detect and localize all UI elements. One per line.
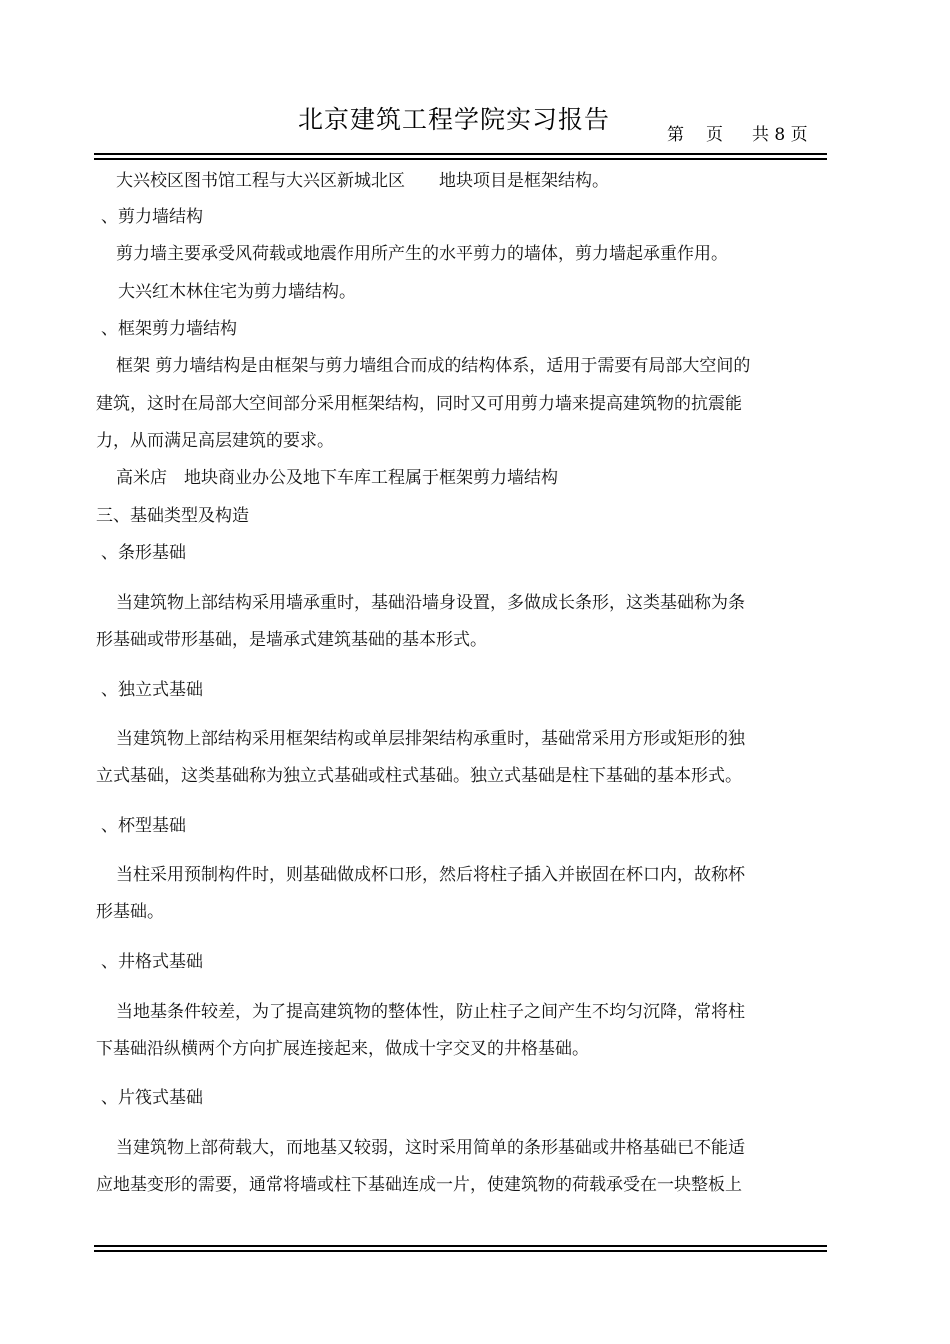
text-line: 立式基础，这类基础称为独立式基础或柱式基础。独立式基础是柱下基础的基本形式。	[96, 766, 742, 786]
text-line: 当建筑物上部结构采用墙承重时，基础沿墙身设置，多做成长条形，这类基础称为条	[116, 593, 745, 613]
text-line: 剪力墙主要承受风荷载或地震作用所产生的水平剪力的墙体，剪力墙起承重作用。	[116, 244, 728, 264]
section-heading: 、框架剪力墙结构	[101, 319, 237, 339]
text-line: 框架 剪力墙结构是由框架与剪力墙组合而成的结构体系，适用于需要有局部大空间的	[116, 356, 751, 376]
text-line: 形基础或带形基础，是墙承式建筑基础的基本形式。	[96, 630, 487, 650]
text-line: 应地基变形的需要，通常将墙或柱下基础连成一片，使建筑物的荷载承受在一块整板上	[96, 1175, 742, 1195]
section-heading: 、井格式基础	[101, 952, 203, 972]
text-line: 大兴校区图书馆工程与大兴区新城北区 地块项目是框架结构。	[116, 171, 609, 191]
page-number-label: 第	[667, 125, 684, 145]
page-unit-label: 页	[706, 125, 723, 145]
footer-rule-top	[94, 1245, 827, 1247]
text-line: 当地基条件较差，为了提高建筑物的整体性，防止柱子之间产生不均匀沉降，常将柱	[116, 1002, 745, 1022]
total-pages-label: 共 8 页	[752, 125, 808, 145]
section-heading: 、剪力墙结构	[101, 207, 203, 227]
report-title: 北京建筑工程学院实习报告	[298, 105, 611, 134]
section-heading: 、条形基础	[101, 543, 186, 563]
text-line: 当建筑物上部结构采用框架结构或单层排架结构承重时，基础常采用方形或矩形的独	[116, 729, 745, 749]
section-heading: 、片筏式基础	[101, 1088, 203, 1108]
text-line: 力，从而满足高层建筑的要求。	[96, 431, 334, 451]
section-heading: 三、基础类型及构造	[96, 506, 249, 526]
text-line: 大兴红木林住宅为剪力墙结构。	[118, 282, 356, 302]
text-line: 当柱采用预制构件时，则基础做成杯口形，然后将柱子插入并嵌固在杯口内，故称杯	[116, 865, 745, 885]
text-line: 形基础。	[96, 902, 164, 922]
text-line: 下基础沿纵横两个方向扩展连接起来，做成十字交叉的井格基础。	[96, 1039, 589, 1059]
header-rule-bottom	[94, 158, 827, 160]
section-heading: 、杯型基础	[101, 816, 186, 836]
footer-rule-bottom	[94, 1250, 827, 1252]
text-line: 当建筑物上部荷载大，而地基又较弱，这时采用简单的条形基础或井格基础已不能适	[116, 1138, 745, 1158]
section-heading: 、独立式基础	[101, 680, 203, 700]
text-line: 高米店 地块商业办公及地下车库工程属于框架剪力墙结构	[116, 468, 558, 488]
header-rule-top	[94, 153, 827, 155]
text-line: 建筑，这时在局部大空间部分采用框架结构，同时又可用剪力墙来提高建筑物的抗震能	[96, 394, 742, 414]
